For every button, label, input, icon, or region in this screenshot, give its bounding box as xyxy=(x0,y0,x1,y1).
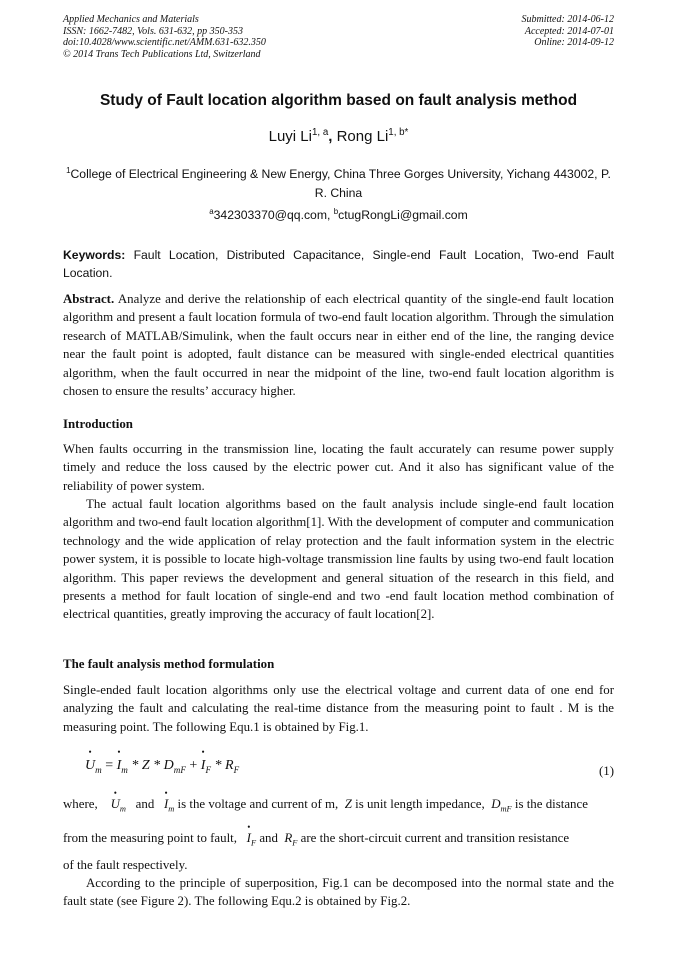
accepted-date: Accepted: 2014-07-01 xyxy=(524,25,614,37)
online-date: Online: 2014-09-12 xyxy=(534,37,614,48)
where-word: where, xyxy=(63,797,98,811)
sym-sub: F xyxy=(250,838,257,848)
sym-voltage: • U xyxy=(111,795,120,813)
equation-1 xyxy=(85,758,239,774)
and-word: and xyxy=(259,831,278,845)
emails xyxy=(63,208,614,222)
where-desc-3: is the distance xyxy=(514,797,588,811)
eq-impedance-term: * Z * D xyxy=(127,758,174,773)
submitted-date: Submitted: 2014-06-12 xyxy=(521,14,614,25)
journal-name: Applied Mechanics and Materials xyxy=(63,14,199,25)
where-line-2 xyxy=(63,829,614,847)
formulation-paragraph-1: Single-ended fault location algorithms only use the electrical voltage and current data of one end for analyzing the fault and calculating the real-time distance from the measuring point to fault . M is the measuring point. The following Equ.1 is obtained by Fig.1. xyxy=(63,683,614,734)
author-line xyxy=(63,128,614,145)
where-desc-1: is the voltage and current of m, xyxy=(177,797,339,811)
section-heading-introduction: Introduction xyxy=(63,417,133,431)
equation-number: (1) xyxy=(598,764,614,778)
eq-sub: mF xyxy=(173,764,186,775)
author-name: Luyi Li xyxy=(268,128,312,145)
sym-z: Z xyxy=(344,797,352,811)
doi-line: doi:10.4028/www.scientific.net/AMM.631-632.350 xyxy=(63,37,266,48)
email-sup: a xyxy=(209,206,214,216)
eq-sub: m xyxy=(121,764,128,775)
keywords-label: Keywords: xyxy=(63,248,126,262)
and-word: and xyxy=(135,797,155,811)
email-sup: b xyxy=(333,206,339,216)
eq-equals: = xyxy=(101,758,117,773)
eq-sub: F xyxy=(233,764,240,775)
sym-fault-current: • I xyxy=(247,829,251,847)
sym-current: • I xyxy=(164,795,168,813)
eq-voltage: • U xyxy=(85,758,95,774)
eq-sub: m xyxy=(95,764,102,775)
abstract-label: Abstract. xyxy=(63,292,115,306)
journal-info xyxy=(63,14,266,60)
abstract xyxy=(63,290,614,400)
intro-paragraph-2: The actual fault location algorithms based on the fault analysis include single-end fault location algorithm and two-end fault location algorithm[1]. With the development of computer and communication technology and the wide application of relay protection and the fault information system in the electric power system, it is possible to locate high-voltage transmission line faults by using two-end fault location algorithm. This paper reviews the development and general situation of the research in this field, and presents a method for fault location of single-end and two -end fault location method combination of electrical quantities, greatly improving the accuracy of fault location[2]. xyxy=(63,497,614,622)
sym-d: D xyxy=(491,797,501,811)
where-desc-5: are the short-circuit current and transition resistance xyxy=(300,831,570,845)
eq-plus: + xyxy=(185,758,201,773)
author-sup: 1, b* xyxy=(388,127,409,138)
author-separator: , xyxy=(328,128,337,145)
formulation-paragraph-2: According to the principle of superposition, Fig.1 can be decomposed into the normal state and the fault state (see Figure 2). The following Equ.2 is obtained by Fig.2. xyxy=(63,876,614,909)
section-heading-formulation: The fault analysis method formulation xyxy=(63,657,275,671)
eq-current: • I xyxy=(117,758,122,774)
where-line-3: of the fault respectively. xyxy=(63,858,188,872)
eq-sub: F xyxy=(205,764,212,775)
where-desc-4: from the measuring point to fault, xyxy=(63,831,237,845)
intro-paragraph-1: When faults occurring in the transmission line, locating the fault accurately can resume power supply timely and reduce the loss caused by the electric power cut. And it also has significant value of the reliability of power system. xyxy=(63,442,614,493)
author-sup: 1, a xyxy=(311,127,329,138)
keywords-text: Fault Location, Distributed Capacitance, Single-end Fault Location, Two-end Fault Location. xyxy=(63,248,614,280)
eq-resistance-term: * R xyxy=(211,758,234,773)
sym-r: R xyxy=(284,831,293,845)
paper-title: Study of Fault location algorithm based on fault analysis method xyxy=(99,92,578,109)
sym-sub: mF xyxy=(500,804,512,814)
affiliation-text: College of Electrical Engineering & New Energy, China Three Gorges University, Yichang 443002, P. R. China xyxy=(70,167,611,200)
affiliation xyxy=(63,165,614,203)
where-line-1 xyxy=(63,795,614,813)
sym-sub: F xyxy=(292,838,298,848)
eq-fault-current: • I xyxy=(201,758,206,774)
author-name: Rong Li xyxy=(336,128,389,145)
affiliation-sup: 1 xyxy=(66,165,71,175)
sym-sub: m xyxy=(119,804,126,814)
abstract-text: Analyze and derive the relationship of each electrical quantity of the single-end fault location algorithm and present a fault location formula of two-end fault location algorithm. Through the simulation research of MATLAB/Simulink, when the fault occurs near in either end of the line, the ranging device near the fault point is adopted, fault distance can be measured with single-ended electrical quantities algorithm, when the fault occurred in near the midpoint of the line, two-end fault location algorithm is chosen to ensure the results’ accuracy higher. xyxy=(63,292,614,399)
dates-info xyxy=(522,14,615,49)
issn-line: ISSN: 1662-7482, Vols. 631-632, pp 350-353 xyxy=(63,25,243,37)
keywords xyxy=(63,247,614,282)
sym-sub: m xyxy=(168,804,175,814)
where-desc-2: is unit length impedance, xyxy=(355,797,485,811)
email-b: ctugRongLi@gmail.com xyxy=(338,208,468,222)
email-a: 342303370@qq.com, xyxy=(213,208,334,222)
copyright-line: © 2014 Trans Tech Publications Ltd, Switzerland xyxy=(63,48,261,60)
